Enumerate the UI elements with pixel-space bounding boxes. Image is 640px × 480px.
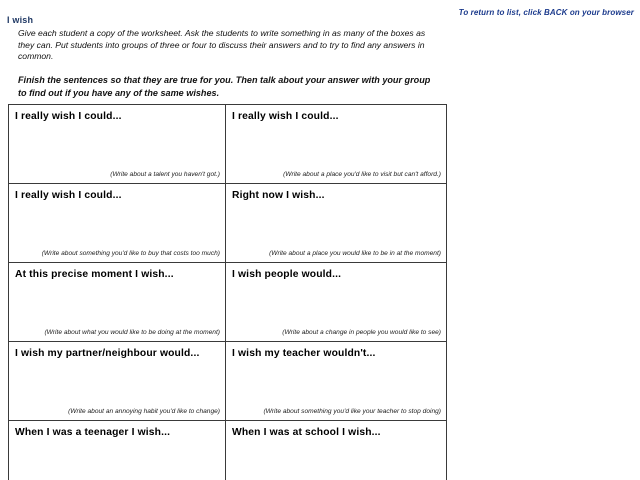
wish-cell-inner xyxy=(9,421,225,480)
wish-prompt: I wish my teacher wouldn't... xyxy=(232,348,376,359)
wish-prompt: I really wish I could... xyxy=(15,190,122,201)
wish-cell-inner xyxy=(226,184,446,262)
wish-prompt: I really wish I could... xyxy=(232,111,339,122)
wish-prompt: At this precise moment I wish... xyxy=(15,269,174,280)
wish-cell[interactable] xyxy=(9,421,226,480)
wish-cell-inner xyxy=(9,105,225,183)
wish-hint: (Write about what you would like to be doing at the moment) xyxy=(44,329,220,336)
wish-cell-inner xyxy=(226,342,446,420)
wish-hint: (Write about something you'd like to buy that costs too much) xyxy=(41,250,220,257)
teacher-notes xyxy=(18,28,436,99)
wish-cell[interactable] xyxy=(9,263,226,342)
table-row xyxy=(9,105,447,184)
wish-cell-inner xyxy=(9,342,225,420)
student-rubric-text: Finish the sentences so that they are true for you. Then talk about your answer with your group to find out if you have any of the same wishes. xyxy=(18,75,431,98)
wish-cell[interactable] xyxy=(226,263,447,342)
wishes-grid xyxy=(8,104,447,480)
wish-hint: (Write about an annoying habit you'd like to change) xyxy=(68,408,220,415)
wish-cell-inner xyxy=(226,421,446,480)
wish-hint: (Write about a place you would like to be in at the moment) xyxy=(269,250,441,257)
wish-cell-inner xyxy=(226,263,446,341)
return-to-list-link[interactable]: To return to list, click BACK on your browser xyxy=(458,8,634,17)
table-row xyxy=(9,342,447,421)
wish-prompt: When I was a teenager I wish... xyxy=(15,427,171,438)
wish-cell-inner xyxy=(9,263,225,341)
wish-cell[interactable] xyxy=(9,184,226,263)
wish-prompt: I wish my partner/neighbour would... xyxy=(15,348,200,359)
wish-prompt: I wish people would... xyxy=(232,269,342,280)
page-title: I wish xyxy=(7,15,34,25)
wish-cell[interactable] xyxy=(9,105,226,184)
wish-prompt: When I was at school I wish... xyxy=(232,427,381,438)
wish-cell-inner xyxy=(226,105,446,183)
wish-hint: (Write about a change in people you would like to see) xyxy=(282,329,441,336)
wish-prompt: Right now I wish... xyxy=(232,190,325,201)
wish-cell[interactable] xyxy=(226,342,447,421)
wish-cell[interactable] xyxy=(226,105,447,184)
wish-cell[interactable] xyxy=(226,421,447,480)
wish-hint: (Write about a place you'd like to visit but can't afford.) xyxy=(283,171,441,178)
teacher-notes-text: Give each student a copy of the worksheet. Ask the students to write something in as many of the boxes as they can. Put students into groups of three or four to discuss their answers and to try to find any answers in common. xyxy=(18,28,426,62)
return-bar xyxy=(459,2,634,20)
table-row xyxy=(9,421,447,480)
table-row xyxy=(9,184,447,263)
wish-hint: (Write about something you'd like your teacher to stop doing) xyxy=(263,408,441,415)
wish-cell[interactable] xyxy=(226,184,447,263)
wish-prompt: I really wish I could... xyxy=(15,111,122,122)
wish-cell-inner xyxy=(9,184,225,262)
table-row xyxy=(9,263,447,342)
wish-cell[interactable] xyxy=(9,342,226,421)
wish-hint: (Write about a talent you haven't got.) xyxy=(110,171,220,178)
